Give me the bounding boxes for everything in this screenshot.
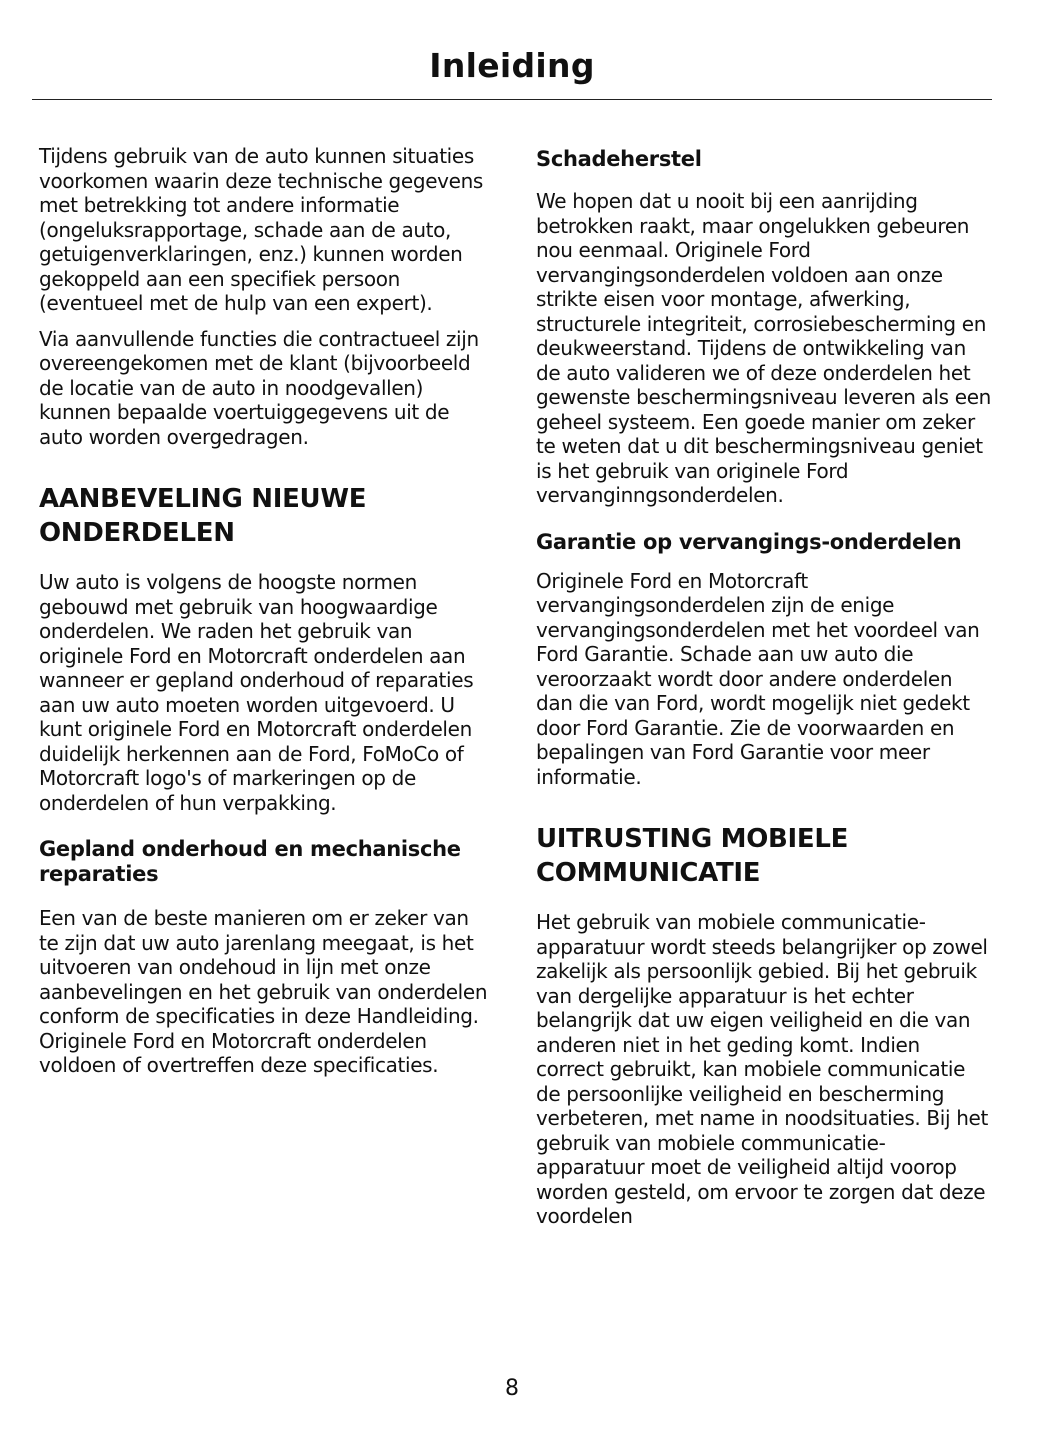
subheading-replacement-warranty: Garantie op vervangings-onderdelen [536,529,962,554]
right-column [536,144,991,1240]
mobile-communication-paragraph: Het gebruik van mobiele communicatie-apparatuur wordt steeds belangrijker op zowel zakelijk als persoonlijk gebied. Bij het gebruik van dergelijke apparatuur is het echter belangrijk dat uw eigen veiligheid en die van anderen niet in het geding komt. Indien correct gebruikt, kan mobiele communicatie de persoonlijke veiligheid en bescherming verbeteren, met name in noodsituaties. Bij het gebruik van mobiele communicatie-apparatuur moet de veiligheid altijd voorop worden gesteld, om ervoor te zorgen dat deze voordelen [536,910,988,1228]
page-title: Inleiding [429,46,595,85]
section-heading-new-parts: AANBEVELING NIEUWE ONDERDELEN [39,484,367,548]
new-parts-paragraph: Uw auto is volgens de hoogste normen gebouwd met gebruik van hoogwaardige onderdelen. We raden het gebruik van originele Ford en Motorcraft onderdelen aan wanneer er gepland onderhoud of reparaties aan uw auto moeten worden uitgevoerd. U kunt originele Ford en Motorcraft onderdelen duidelijk herkennen aan de Ford, FoMoCo of Motorcraft logo's of markeringen op de onderdelen of hun verpakking. [39,570,474,815]
left-column [39,144,494,1089]
page-number: 8 [505,1376,519,1401]
collision-repair-paragraph: We hopen dat u nooit bij een aanrijding betrokken raakt, maar ongelukken gebeuren nou eenmaal. Originele Ford vervangingsonderdelen voldoen aan onze strikte eisen voor montage, afwerking, structurele integriteit, corrosiebescherming en deukweerstand. Tijdens de ontwikkeling van de auto valideren we of deze onderdelen het gewenste beschermingsniveau leveren als een geheel systeem. Een goede manier om zeker te weten dat u dit beschermingsniveau geniet is het gebruik van originele Ford vervanginngsonderdelen. [536,189,991,507]
intro-paragraph-2: Via aanvullende functies die contractueel zijn overeengekomen met de klant (bijvoorbeeld de locatie van de auto in noodgevallen) kunnen bepaalde voertuiggegevens uit de auto worden overgedragen. [39,326,479,449]
title-divider [32,99,992,100]
section-heading-mobile-communication: UITRUSTING MOBIELE COMMUNICATIE [536,824,849,888]
subheading-scheduled-maintenance: Gepland onderhoud en mechanische reparaties [39,837,461,886]
replacement-warranty-paragraph: Originele Ford en Motorcraft vervangingsonderdelen zijn de enige vervangingsonderdelen met het voordeel van Ford Garantie. Schade aan uw auto die veroorzaakt wordt door andere onderdelen dan die van Ford, wordt mogelijk niet gedekt door Ford Garantie. Zie de voorwaarden en bepalingen van Ford Garantie voor meer informatie. [536,568,980,789]
subheading-collision-repair: Schadeherstel [536,147,702,171]
scheduled-maintenance-paragraph: Een van de beste manieren om er zeker van te zijn dat uw auto jarenlang meegaat, is het uitvoeren van ondehoud in lijn met onze aanbevelingen en het gebruik van onderdelen conform de specificaties in deze Handleiding. Originele Ford en Motorcraft onderdelen voldoen of overtreffen deze specificaties. [39,906,488,1077]
intro-paragraph-1: Tijdens gebruik van de auto kunnen situaties voorkomen waarin deze technische gegevens met betrekking tot andere informatie (ongeluksrapportage, schade aan de auto, getuigenverklaringen, enz.) kunnen worden gekoppeld aan een specifiek persoon (eventueel met de hulp van een expert). [39,144,483,315]
